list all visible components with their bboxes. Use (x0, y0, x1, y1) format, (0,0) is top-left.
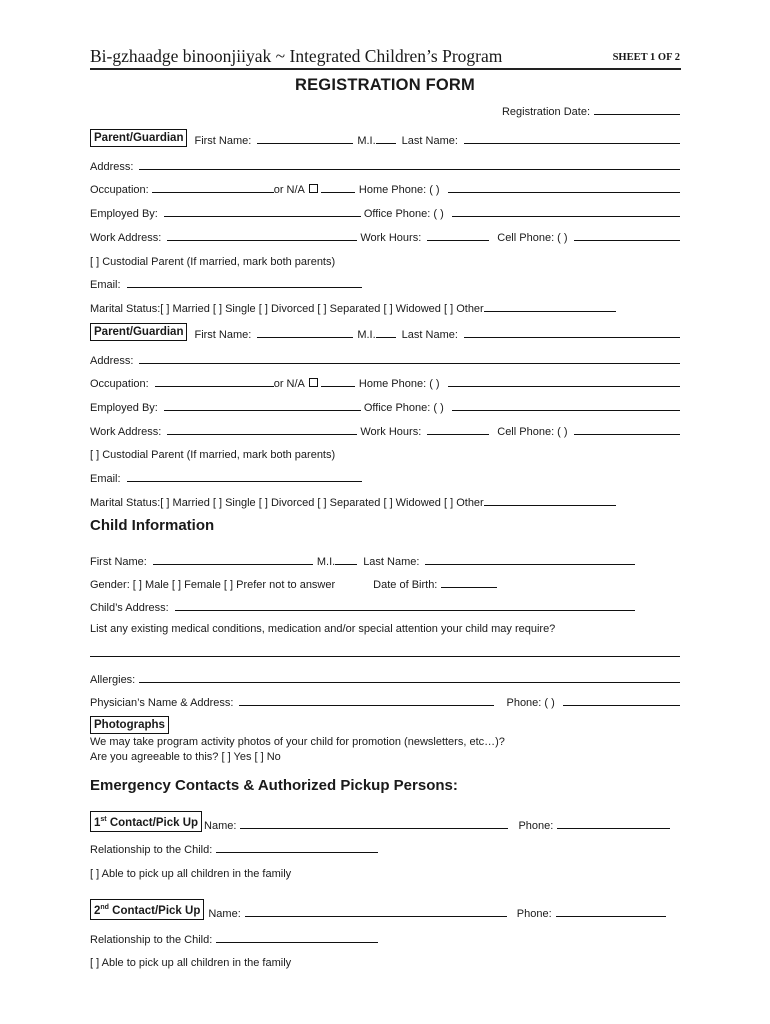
parent1-office-phone-field[interactable] (452, 215, 680, 217)
parent2-employed-by-label: Employed By: (90, 402, 158, 414)
parent2-section-label: Parent/Guardian (90, 323, 187, 341)
parent1-marital-status[interactable]: Marital Status:[ ] Married [ ] Single [ ] Divorced [ ] Separated [ ] Widowed [ ] Other (90, 303, 484, 315)
child-name-row (90, 548, 635, 568)
registration-date-field[interactable] (594, 113, 680, 115)
contact2-phone-field[interactable] (556, 915, 666, 917)
parent2-address-field[interactable] (139, 362, 680, 364)
parent1-work-hours-label: Work Hours: (360, 232, 422, 244)
contact2-pickup-row (90, 949, 680, 969)
contact1-phone-label: Phone: (518, 820, 554, 832)
child-mi-label: M.I. (316, 556, 336, 568)
parent1-na-field[interactable] (321, 191, 355, 193)
child-allergies-field[interactable] (139, 681, 680, 683)
contact2-section-label (90, 899, 204, 920)
parent2-occupation-field[interactable] (155, 385, 274, 387)
parent1-work-row (90, 224, 680, 244)
parent1-email-row (90, 271, 680, 291)
contact1-relationship-row (90, 836, 680, 856)
parent2-last-name-field[interactable] (464, 336, 680, 338)
registration-date-label: Registration Date: (501, 106, 590, 118)
contact2-name-label: Name: (208, 908, 241, 920)
parent2-work-address-field[interactable] (167, 433, 357, 435)
child-physician-field[interactable] (239, 704, 494, 706)
sheet-number: SHEET 1 OF 2 (612, 52, 680, 63)
photographs-section-label: Photographs (90, 716, 169, 734)
photographs-label-row (90, 714, 680, 734)
parent1-cell-phone-label: Cell Phone: ( ) (497, 232, 568, 244)
parent1-mi-field[interactable] (376, 142, 396, 144)
contact1-name-label: Name: (204, 820, 237, 832)
contact1-number: 1 (94, 817, 101, 829)
parent2-address-row (90, 347, 680, 367)
child-last-name-label: Last Name: (363, 556, 420, 568)
contact2-label-text: Contact/Pick Up (108, 905, 201, 917)
header-rule (90, 68, 681, 70)
child-address-row (90, 594, 635, 614)
parent2-home-phone-label: Home Phone: ( ) (358, 378, 440, 390)
child-address-field[interactable] (175, 609, 635, 611)
parent1-occupation-row (90, 176, 680, 196)
parent2-marital-other-field[interactable] (484, 504, 616, 506)
parent1-section-label: Parent/Guardian (90, 129, 187, 147)
parent1-work-hours-field[interactable] (427, 239, 489, 241)
parent1-employed-by-field[interactable] (164, 215, 361, 217)
parent2-home-phone-field[interactable] (448, 385, 680, 387)
parent1-home-phone-field[interactable] (448, 191, 680, 193)
parent1-first-name-label: First Name: (194, 135, 252, 147)
child-dob-field[interactable] (441, 586, 497, 588)
parent2-custodial-row (90, 441, 680, 461)
parent2-last-name-label: Last Name: (401, 329, 458, 341)
parent2-cell-phone-field[interactable] (574, 433, 680, 435)
parent2-marital-row (90, 489, 680, 509)
form-title: REGISTRATION FORM (294, 76, 475, 94)
parent2-work-address-label: Work Address: (90, 426, 162, 438)
contact1-relationship-label: Relationship to the Child: (90, 844, 213, 856)
parent2-marital-status[interactable]: Marital Status:[ ] Married [ ] Single [ ] Divorced [ ] Separated [ ] Widowed [ ] Other (90, 497, 484, 509)
parent1-marital-row (90, 295, 680, 315)
parent2-email-label: Email: (90, 473, 121, 485)
contact1-ordinal: st (100, 816, 107, 824)
child-physician-row (90, 689, 680, 709)
contact1-label-text: Contact/Pick Up (106, 817, 199, 829)
parent1-or-na-label: or N/A (273, 184, 305, 196)
parent2-mi-label: M.I. (357, 329, 376, 341)
child-first-name-field[interactable] (153, 563, 313, 565)
parent1-custodial-row (90, 248, 680, 268)
contact2-pickup-checkbox[interactable]: [ ] Able to pick up all children in the family (90, 957, 292, 969)
parent1-work-address-label: Work Address: (90, 232, 162, 244)
parent1-employed-by-label: Employed By: (90, 208, 158, 220)
parent2-or-na-label: or N/A (273, 378, 305, 390)
contact1-name-field[interactable] (240, 827, 508, 829)
parent1-first-name-field[interactable] (257, 142, 353, 144)
parent1-home-phone-label: Home Phone: ( ) (358, 184, 440, 196)
parent1-cell-phone-field[interactable] (574, 239, 680, 241)
contact1-section-label (90, 811, 202, 832)
parent2-address-label: Address: (90, 355, 134, 367)
parent1-employer-row (90, 200, 680, 220)
parent2-custodial-checkbox[interactable]: [ ] Custodial Parent (If married, mark both parents) (90, 449, 336, 461)
child-last-name-field[interactable] (425, 563, 635, 565)
contact2-phone-label: Phone: (516, 908, 552, 920)
contact1-phone-field[interactable] (557, 827, 670, 829)
photographs-question: We may take program activity photos of your child for promotion (newsletters, etc…)? (90, 736, 505, 748)
parent1-marital-other-field[interactable] (484, 310, 616, 312)
child-allergies-label: Allergies: (90, 674, 136, 686)
contact1-relationship-field[interactable] (216, 851, 378, 853)
parent2-office-phone-label: Office Phone: ( ) (363, 402, 444, 414)
child-gender-options[interactable]: Gender: [ ] Male [ ] Female [ ] Prefer not to answer (90, 579, 336, 591)
child-info-heading: Child Information (90, 517, 215, 534)
parent2-first-name-field[interactable] (257, 336, 353, 338)
child-phone-label: Phone: ( ) (506, 697, 555, 709)
child-medical-label: List any existing medical conditions, medication and/or special attention your child may require? (90, 623, 556, 635)
parent1-occupation-label: Occupation: (90, 184, 149, 196)
parent2-email-row (90, 465, 680, 485)
program-title: Bi-gzhaadge binoonjiiyak ~ Integrated Children’s Program (90, 46, 503, 66)
contact2-name-row (90, 900, 666, 920)
parent2-email-field[interactable] (127, 480, 362, 482)
parent2-na-checkbox[interactable] (309, 378, 318, 387)
contact1-pickup-row (90, 860, 680, 880)
parent2-mi-field[interactable] (376, 336, 396, 338)
parent2-employer-row (90, 394, 680, 414)
contact2-relationship-row (90, 926, 680, 946)
child-phone-field[interactable] (563, 704, 680, 706)
parent1-email-label: Email: (90, 279, 121, 291)
parent1-mi-label: M.I. (357, 135, 376, 147)
parent1-na-checkbox[interactable] (309, 184, 318, 193)
parent1-last-name-field[interactable] (464, 142, 680, 144)
child-first-name-label: First Name: (90, 556, 147, 568)
parent2-employed-by-field[interactable] (164, 409, 361, 411)
child-medical-field[interactable] (90, 656, 680, 657)
contact2-ordinal: nd (100, 904, 109, 912)
parent1-custodial-checkbox[interactable]: [ ] Custodial Parent (If married, mark both parents) (90, 256, 336, 268)
parent1-address-field[interactable] (139, 168, 680, 170)
parent1-occupation-field[interactable] (152, 191, 274, 193)
child-gender-row (90, 571, 680, 591)
contact1-pickup-checkbox[interactable]: [ ] Able to pick up all children in the family (90, 868, 292, 880)
parent1-last-name-label: Last Name: (401, 135, 458, 147)
parent1-email-field[interactable] (127, 286, 362, 288)
parent2-name-row (90, 321, 680, 341)
contact2-relationship-field[interactable] (216, 941, 378, 943)
parent1-office-phone-label: Office Phone: ( ) (363, 208, 444, 220)
photographs-consent-options[interactable]: Are you agreeable to this? [ ] Yes [ ] No (90, 751, 281, 763)
parent2-work-hours-field[interactable] (427, 433, 489, 435)
parent1-address-label: Address: (90, 161, 134, 173)
parent2-work-row (90, 418, 680, 438)
child-address-label: Child’s Address: (90, 602, 169, 614)
parent1-name-row (90, 127, 680, 147)
parent1-address-row (90, 153, 680, 173)
registration-date-row (90, 98, 680, 118)
emergency-contacts-heading: Emergency Contacts & Authorized Pickup Persons: (90, 777, 458, 794)
parent2-cell-phone-label: Cell Phone: ( ) (497, 426, 568, 438)
contact1-name-row (90, 812, 670, 832)
child-physician-label: Physician’s Name & Address: (90, 697, 234, 709)
parent2-occupation-label: Occupation: (90, 378, 149, 390)
child-mi-field[interactable] (335, 563, 357, 565)
contact2-number: 2 (94, 905, 101, 917)
contact2-name-field[interactable] (245, 915, 507, 917)
parent2-first-name-label: First Name: (194, 329, 252, 341)
contact2-relationship-label: Relationship to the Child: (90, 934, 213, 946)
parent1-work-address-field[interactable] (167, 239, 357, 241)
child-dob-label: Date of Birth: (373, 579, 438, 591)
parent2-na-field[interactable] (321, 385, 355, 387)
parent2-office-phone-field[interactable] (452, 409, 680, 411)
parent2-occupation-row (90, 370, 680, 390)
child-allergies-row (90, 666, 680, 686)
parent2-work-hours-label: Work Hours: (360, 426, 422, 438)
